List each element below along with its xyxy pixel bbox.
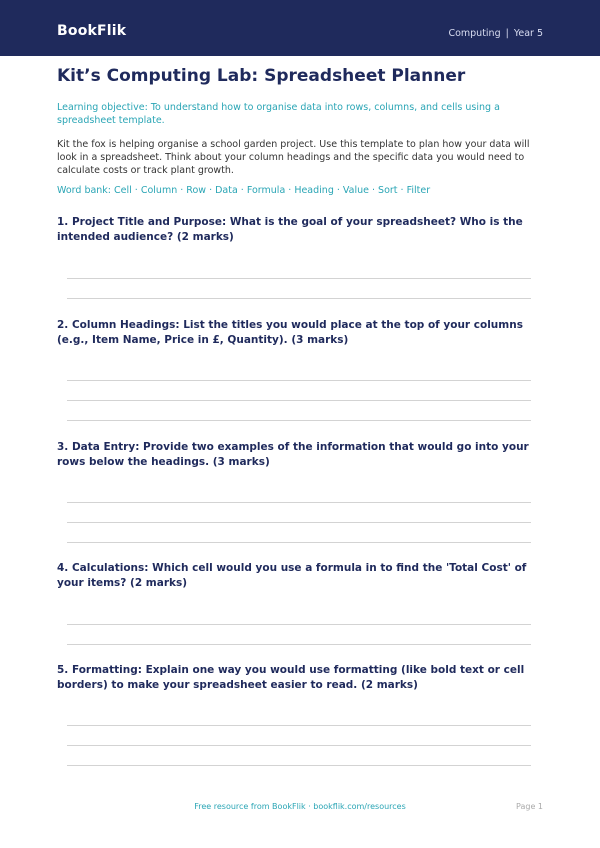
page-number: Page 1: [516, 802, 543, 811]
word-bank: Word bank: Cell · Column · Row · Data · Formula · Heading · Value · Sort · Filter: [57, 185, 431, 196]
answer-line[interactable]: [67, 298, 531, 299]
answer-line[interactable]: [67, 765, 531, 766]
header-bar: [0, 0, 600, 56]
question-2: 2. Column Headings: List the titles you would place at the top of your columns (e.g., Item Name, Price in £, Quantity). (3 marks): [57, 319, 523, 346]
learning-objective: Learning objective: To understand how to organise data into rows, columns, and cells using a spreadsheet template.: [57, 102, 500, 126]
answer-line[interactable]: [67, 522, 531, 523]
question-5: 5. Formatting: Explain one way you would use formatting (like bold text or cell borders) to make your spreadsheet easier to read. (2 marks): [57, 664, 525, 691]
answer-line[interactable]: [67, 278, 531, 279]
page-title: Kit’s Computing Lab: Spreadsheet Planner: [57, 66, 466, 86]
answer-line[interactable]: [67, 644, 531, 645]
answer-line[interactable]: [67, 420, 531, 421]
answer-line[interactable]: [67, 745, 531, 746]
intro-text: Kit the fox is helping organise a school garden project. Use this template to plan how your data will look in a spreadsheet. Think about your column headings and the specific data you would need to calculate costs or track plant growth.: [57, 139, 530, 176]
answer-line[interactable]: [67, 502, 531, 503]
answer-line[interactable]: [67, 380, 531, 381]
question-3: 3. Data Entry: Provide two examples of the information that would go into your rows below the headings. (3 marks): [57, 441, 529, 468]
question-1: 1. Project Title and Purpose: What is the goal of your spreadsheet? Who is the intended audience? (2 marks): [57, 216, 523, 243]
separator: |: [505, 28, 509, 39]
answer-line[interactable]: [67, 624, 531, 625]
subject-year: [448, 28, 543, 39]
brand-logo: BookFlik: [57, 23, 127, 39]
footer-resource-link[interactable]: Free resource from BookFlik · bookflik.com/resources: [194, 802, 406, 811]
year-label: Year 5: [513, 28, 543, 39]
question-4: 4. Calculations: Which cell would you use a formula in to find the 'Total Cost' of your items? (2 marks): [57, 562, 527, 589]
subject-label: Computing: [448, 28, 501, 39]
answer-line[interactable]: [67, 542, 531, 543]
answer-line[interactable]: [67, 400, 531, 401]
answer-line[interactable]: [67, 725, 531, 726]
